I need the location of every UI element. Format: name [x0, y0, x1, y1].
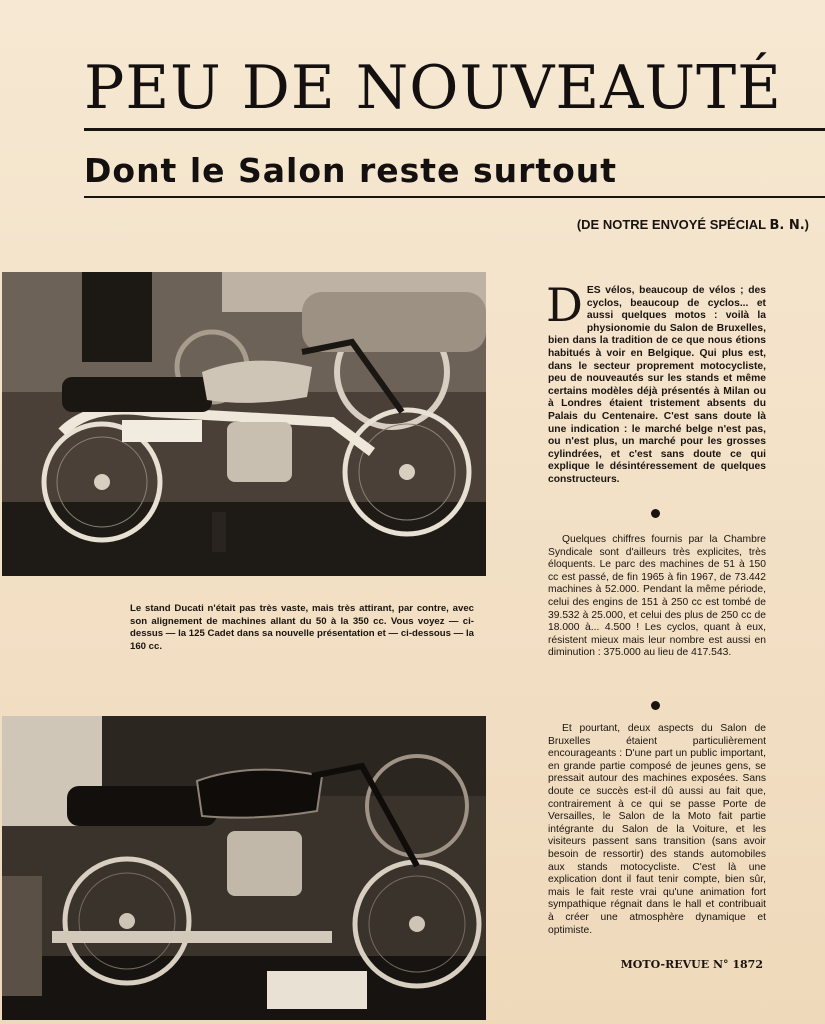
byline: (DE NOTRE ENVOYÉ SPÉCIAL B. N.) — [576, 217, 809, 233]
article-paragraph-3: Et pourtant, deux aspects du Salon de Bruxelles étaient particulièrement encourageants : D'une part un public important, en grande partie composé de jeunes gens, se pressait autour des machines exposées. Sans doute ce succès est-il dû aussi au fait que, contrairement à ce qui se passe Porte de Versailles, le Salon de la Moto fait partie intégrante du Salon de la Voiture, et les visiteurs passent sans transition (sans avoir besoin de ressortir) des stands automobiles aux stands motocycliste. C'est là une explication dont il faut tenir compte, bien sûr, mais le fait reste vrai qu'une animation fort sympathique régnait dans le hall et contribuait à créer une atmosphère dynamique et optimiste. — [548, 723, 766, 936]
byline-initials: B. N. — [769, 218, 805, 233]
page-footer: MOTO-REVUE N° 1872 — [620, 958, 763, 971]
photo-caption: Le stand Ducati n'était pas très vaste, mais très attirant, par contre, avec son alignement de machines allant du 50 à la 350 cc. Vous voyez — ci-dessus — la 125 Cadet dans sa nouvelle présentation et — ci-dessous — la 160 cc. — [130, 603, 474, 652]
subheadline-rule — [84, 196, 825, 198]
drop-cap: D — [546, 278, 583, 332]
article-paragraph-2: Quelques chiffres fournis par la Chambre Syndicale sont d'ailleurs très explicites, très éloquents. Le parc des machines de 51 à 150 cc est passé, de fin 1965 à fin 1967, de 73.442 machines à 52.000. Pendant la même période, celui des engins de 151 à 250 cc est tombé de 39.532 à 25.000, et celui des plus de 250 cc de 18.000 à... 4.500 ! Les cyclos, quant à eux, résistent mieux mais leur nombre est aussi en diminution : 375.000 au lieu de 417.543. — [548, 534, 766, 659]
photo-ducati-125-cadet — [2, 272, 486, 576]
subheadline: Dont le Salon reste surtout — [84, 151, 618, 190]
headline-rule — [84, 128, 825, 131]
separator-dot — [651, 509, 660, 518]
article-paragraph-1: D ES vélos, beaucoup de vélos ; des cyclos, beaucoup de cyclos... et aussi quelques motos : voilà la physionomie du Salon de Bruxelles, bien dans la tradition de ce que nous étions habitués à voir en Belgique. Qui plus est, dans le secteur proprement motocycliste, peu de nouveautés sur les stands et même certains modèles déjà présentés à Milan ou à Londres étaient tristement absents du Palais du Centenaire. C'est sans doute là une indication : le marché belge n'est pas, ou n'est plus, un marché pour les grosses cylindrées, et c'est sans doute ce qui explique le désintéressement de quelques constructeurs. — [546, 278, 766, 485]
photo-ducati-160cc — [2, 716, 486, 1020]
separator-dot — [651, 701, 660, 710]
headline: PEU DE NOUVEAUTÉ — [84, 53, 782, 123]
